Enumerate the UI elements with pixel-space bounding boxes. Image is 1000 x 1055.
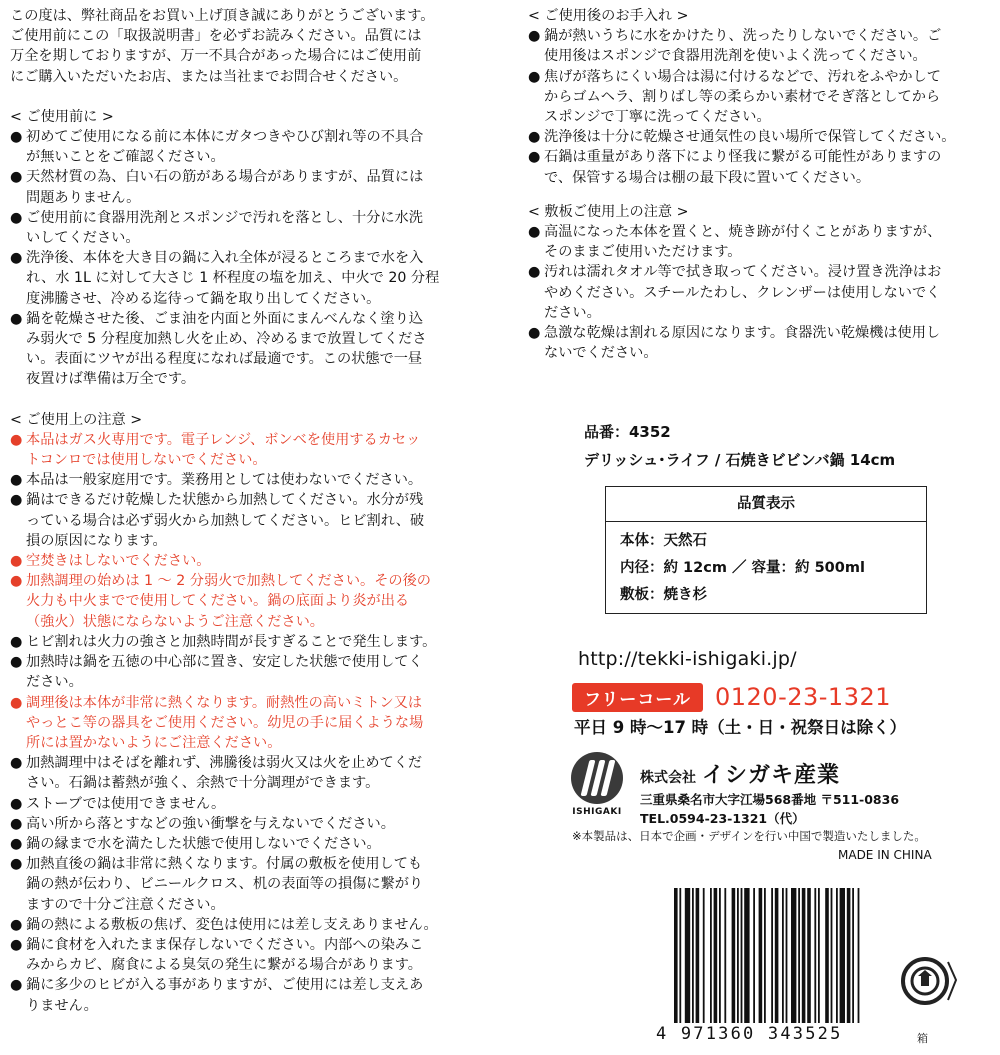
bullet-icon: ● — [528, 28, 541, 45]
item-line: やっとこ等の器具をご使用ください。幼児の手に届くような場 — [26, 714, 424, 731]
item-line: 所には置かないようにご注意ください。 — [26, 734, 282, 751]
intro-line: にご購入いただいたお店、または当社までお問合せください。 — [10, 68, 408, 85]
list-item — [528, 323, 990, 363]
intro-line: この度は、弊社商品をお買い上げ頂き誠にありがとうございます。 — [10, 8, 435, 24]
list-item — [10, 208, 488, 248]
item-line: みからカビ、腐食による臭気の発生に繋がる場合があります。 — [26, 957, 422, 974]
barcode-bar — [674, 888, 678, 1023]
list-item — [10, 854, 488, 915]
item-line: いしてください。 — [26, 230, 140, 247]
barcode-bar — [858, 888, 860, 1023]
company-address: 三重県桑名市大字江場568番地 〒511-0836 — [640, 792, 900, 807]
before-use-heading: < ご使用前に > — [10, 108, 114, 125]
product-name: デリッシュ･ライフ / 石焼きビビンバ鍋 14cm — [584, 451, 896, 469]
made-in: MADE IN CHINA — [838, 848, 932, 862]
list-item — [10, 551, 488, 571]
bullet-icon: ● — [10, 492, 23, 509]
barcode-bar — [724, 888, 726, 1023]
bullet-icon: ● — [528, 224, 541, 241]
paper-recycle-icon — [898, 950, 960, 1012]
list-item — [528, 127, 990, 147]
plate-use-heading: < 敷板ご使用上の注意 > — [528, 203, 689, 220]
barcode-bar — [782, 888, 784, 1023]
barcode-bar — [744, 888, 749, 1023]
item-line: ますので十分ご注意ください。 — [26, 896, 225, 913]
barcode-bar — [825, 888, 829, 1023]
barcode-bar — [807, 888, 811, 1023]
item-line: 火力も中火までで使用してください。鍋の底面より炎が出る — [26, 593, 410, 610]
free-call-badge: フリーコール — [572, 683, 703, 712]
bullet-icon: ● — [10, 694, 23, 711]
product-spec — [584, 418, 895, 474]
item-line: で、保管する場合は棚の最下段に置いてください。 — [544, 169, 871, 186]
barcode-bar — [714, 888, 718, 1023]
company-name — [640, 758, 840, 789]
barcode-bar — [719, 888, 721, 1023]
item-line: 初めてご使用になる前に本体にガタつきやひび割れ等の不具合 — [26, 129, 424, 146]
bullet-icon: ● — [10, 977, 23, 994]
list-item — [10, 975, 488, 1015]
product-number: 品番：4352 — [584, 423, 671, 441]
item-line: 鍋を乾燥させた後、ごま油を内面と外面にまんべんなく塗り込 — [26, 310, 423, 327]
bullet-icon: ● — [10, 310, 23, 327]
list-item — [10, 915, 488, 935]
item-line: 鍋の縁まで水を満たした状態で使用しないでください。 — [26, 835, 381, 852]
item-line: 問題ありません。 — [26, 189, 141, 206]
website-url: http://tekki-ishigaki.jp/ — [578, 648, 797, 670]
company-logo — [567, 752, 627, 817]
list-item — [10, 309, 488, 390]
bullet-icon: ● — [10, 755, 23, 772]
bullet-icon: ● — [10, 472, 23, 489]
barcode-bar — [775, 888, 779, 1023]
item-line: 高温になった本体を置くと、焼き跡が付くことがありますが、 — [544, 224, 942, 241]
list-item — [10, 935, 488, 975]
during-use-heading: < ご使用上の注意 > — [10, 411, 143, 428]
bullet-icon: ● — [10, 654, 23, 671]
barcode-bar — [696, 888, 700, 1023]
list-item — [10, 127, 488, 167]
item-line: 天然材質の為、白い石の筋がある場合がありますが、品質には — [26, 169, 424, 186]
barcode-bar — [852, 888, 854, 1023]
barcode-bar — [836, 888, 838, 1023]
list-item — [10, 794, 488, 814]
item-line: 加熱時は鍋を五徳の中心部に置き、安定した状態で使用してく — [26, 654, 423, 671]
item-line: 急激な乾燥は割れる原因になります。食器洗い乾燥機は使用し — [544, 325, 941, 342]
right-column — [528, 6, 990, 363]
barcode-bar — [814, 888, 816, 1023]
company-name-text: イシガキ産業 — [702, 763, 841, 788]
item-line: ないでください。 — [544, 345, 658, 362]
list-item — [528, 67, 990, 128]
after-use-list — [528, 26, 990, 188]
item-line: 加熱調理中はそばを離れず、沸騰後は弱火又は火を止めてくだ — [26, 755, 423, 772]
plate-use-list — [528, 222, 990, 363]
intro-line: ご使用前にこの「取扱説明書」を必ずお読みください。品質には — [10, 28, 422, 45]
item-line: トコンロでは使用しないでください。 — [26, 452, 267, 469]
item-line: 洗浄後は十分に乾燥させ通気性の良い場所で保管してください。 — [544, 129, 956, 146]
quality-label-box — [605, 486, 927, 614]
quality-line-body: 本体：天然石 — [620, 533, 707, 549]
barcode-bar — [847, 888, 851, 1023]
origin-note: ※本製品は、日本で企画・デザインを行い中国で製造いたしました。 — [572, 829, 926, 843]
item-line: 鍋はできるだけ乾燥した状態から加熱してください。水分が残 — [26, 492, 424, 509]
list-item — [10, 167, 488, 207]
item-line: さい。石鍋は蓄熱が強く、余熱で十分調理ができます。 — [26, 775, 380, 792]
barcode-bar — [753, 888, 755, 1023]
item-line: 空焚きはしないでください。 — [26, 553, 211, 570]
item-line: 汚れは濡れタオル等で拭き取ってください。浸け置き洗浄はお — [544, 264, 942, 281]
barcode-bar — [786, 888, 788, 1023]
bullet-icon: ● — [10, 250, 23, 267]
bullet-icon: ● — [10, 815, 23, 832]
quality-line-plate: 敷板：焼き杉 — [620, 587, 707, 603]
item-line: ストーブでは使用できません。 — [26, 795, 226, 812]
list-item — [10, 571, 488, 632]
after-use-heading: < ご使用後のお手入れ > — [528, 8, 689, 24]
item-line: 焦げが落ちにくい場合は湯に付けるなどで、汚れをふやかして — [544, 68, 941, 85]
list-item — [10, 753, 488, 793]
item-line: 鍋の熱が伝わり、ビニールクロス、机の表面等の損傷に繋がり — [26, 876, 424, 893]
item-line: 鍋の熱による敷板の焦げ、変色は使用には差し支えありません。 — [26, 916, 438, 933]
barcode-bar — [798, 888, 800, 1023]
item-line: 調理後は本体が非常に熱くなります。耐熱性の高いミトン又は — [26, 694, 423, 711]
company-address-block — [640, 790, 899, 828]
left-column — [10, 6, 488, 1016]
list-item — [528, 26, 990, 66]
item-line: っている場合は必ず弱火から加熱してください。ヒビ割れ、破 — [26, 512, 425, 529]
item-line: 洗浄後、本体を大き目の鍋に入れ全体が浸るところまで水を入 — [26, 250, 424, 267]
barcode-bar — [818, 888, 820, 1023]
logo-caption: ISHIGAKI — [572, 807, 622, 817]
list-item — [10, 248, 488, 309]
item-line: 夜置けば準備は万全です。 — [26, 371, 196, 388]
bullet-icon: ● — [10, 795, 23, 812]
list-item — [10, 470, 488, 490]
item-line: 本品はガス火専用です。電子レンジ、ボンベを使用するカセッ — [26, 431, 421, 448]
intro-paragraph — [10, 6, 488, 87]
barcode-icon — [672, 888, 924, 1023]
bullet-icon: ● — [528, 149, 541, 166]
list-item — [10, 652, 488, 692]
item-line: スポンジで丁寧に洗ってください。 — [544, 109, 771, 126]
list-item — [10, 430, 488, 470]
list-item — [528, 147, 990, 187]
item-line: 鍋が熱いうちに水をかけたり、洗ったりしないでください。ご — [544, 28, 942, 45]
bullet-icon: ● — [528, 325, 541, 342]
barcode-bar — [692, 888, 694, 1023]
list-item — [10, 834, 488, 854]
barcode-bar — [791, 888, 796, 1023]
item-line: ださい。 — [544, 304, 601, 321]
bullet-icon: ● — [10, 573, 23, 590]
bullet-icon: ● — [10, 936, 23, 953]
bullet-icon: ● — [10, 633, 23, 650]
barcode-bar — [679, 888, 681, 1023]
item-line: 鍋に食材を入れたまま保存しないでください。内部への染みこ — [26, 936, 424, 953]
barcode-bar — [802, 888, 806, 1023]
barcode-bar — [703, 888, 705, 1023]
bullet-icon: ● — [528, 129, 541, 146]
phone-number: 0120-23-1321 — [714, 683, 891, 711]
list-item — [10, 693, 488, 754]
barcode-bar — [771, 888, 773, 1023]
barcode-bar — [737, 888, 739, 1023]
barcode-bar — [759, 888, 763, 1023]
during-use-list — [10, 430, 488, 1016]
list-item — [528, 262, 990, 323]
quality-label-title: 品質表示 — [606, 487, 926, 522]
free-call-row — [572, 682, 891, 712]
barcode-bar — [685, 888, 690, 1023]
item-line: み弱火で 5 分程度加熱し火を止め、冷めるまで放置してくださ — [26, 331, 427, 348]
item-line: 加熱調理の始めは 1 ～ 2 分弱火で加熱してください。その後の — [26, 573, 431, 590]
company-prefix: 株式会社 — [640, 770, 696, 786]
barcode-bar — [831, 888, 833, 1023]
quality-line-size: 内径：約 12cm ／ 容量：約 500ml — [620, 560, 865, 576]
bullet-icon: ● — [10, 553, 23, 570]
item-line: ヒビ割れは火力の強さと加熱時間が長すぎることで発生します。 — [26, 633, 437, 650]
recycle-label: 箱 — [917, 1032, 928, 1045]
barcode-bar — [732, 888, 736, 1023]
bullet-icon: ● — [528, 68, 541, 85]
item-line: が無いことをご確認ください。 — [26, 149, 225, 166]
bullet-icon: ● — [10, 169, 23, 186]
bullet-icon: ● — [10, 431, 23, 448]
before-use-list — [10, 127, 488, 390]
bullet-icon: ● — [10, 209, 23, 226]
item-line: からゴムヘラ、割りばし等の柔らかい素材でそぎ落としてから — [544, 88, 941, 105]
list-item — [528, 222, 990, 262]
barcode-bar — [840, 888, 845, 1023]
item-line: れ、水 1L に対して大さじ 1 杯程度の塩を加え、中火で 20 分程 — [26, 270, 440, 287]
list-item — [10, 632, 488, 652]
company-tel: TEL.0594-23-1321（代） — [640, 811, 805, 826]
item-line: ご使用前に食器用洗剤とスポンジで汚れを落とし、十分に水洗 — [26, 209, 423, 226]
item-line: い。表面にツヤが出る程度になれば最適です。この状態で一昼 — [26, 351, 423, 368]
item-line: 使用後はスポンジで食器用洗剤を使いよく洗ってください。 — [544, 48, 927, 65]
item-line: （強火）状態にならないようご注意ください。 — [26, 613, 324, 630]
list-item — [10, 490, 488, 551]
item-line: ださい。 — [26, 674, 83, 691]
barcode-bar — [764, 888, 766, 1023]
business-hours: 平日 9 時～17 時（土・日・祝祭日は除く） — [574, 718, 907, 737]
bullet-icon: ● — [10, 129, 23, 146]
barcode-bar — [710, 888, 712, 1023]
intro-line: 万全を期しておりますが、万一不具合があった場合にはご使用前 — [10, 48, 422, 65]
barcode-number: 4 971360 343525 — [656, 1024, 843, 1044]
item-line: 度沸騰させ、冷める迄待って鍋を取り出してください。 — [26, 290, 381, 307]
ishigaki-logo-icon — [571, 752, 623, 804]
item-line: りません。 — [26, 997, 98, 1014]
item-line: 鍋に多少のヒビが入る事がありますが、ご使用には差し支えあ — [26, 977, 424, 994]
bullet-icon: ● — [528, 264, 541, 281]
item-line: 本品は一般家庭用です。業務用としては使わないでください。 — [26, 472, 423, 489]
bullet-icon: ● — [10, 916, 23, 933]
item-line: 加熱直後の鍋は非常に熱くなります。付属の敷板を使用しても — [26, 856, 423, 873]
item-line: やめください。スチールたわし、クレンザーは使用しないでく — [544, 284, 941, 301]
barcode-bar — [741, 888, 743, 1023]
item-line: 石鍋は重量があり落下により怪我に繋がる可能性がありますの — [544, 149, 942, 166]
bullet-icon: ● — [10, 856, 23, 873]
item-line: 高い所から落とすなどの強い衝撃を与えないでください。 — [26, 815, 395, 832]
bullet-icon: ● — [10, 835, 23, 852]
list-item — [10, 814, 488, 834]
item-line: そのままご使用いただけます。 — [544, 244, 742, 261]
item-line: 損の原因になります。 — [26, 532, 167, 549]
